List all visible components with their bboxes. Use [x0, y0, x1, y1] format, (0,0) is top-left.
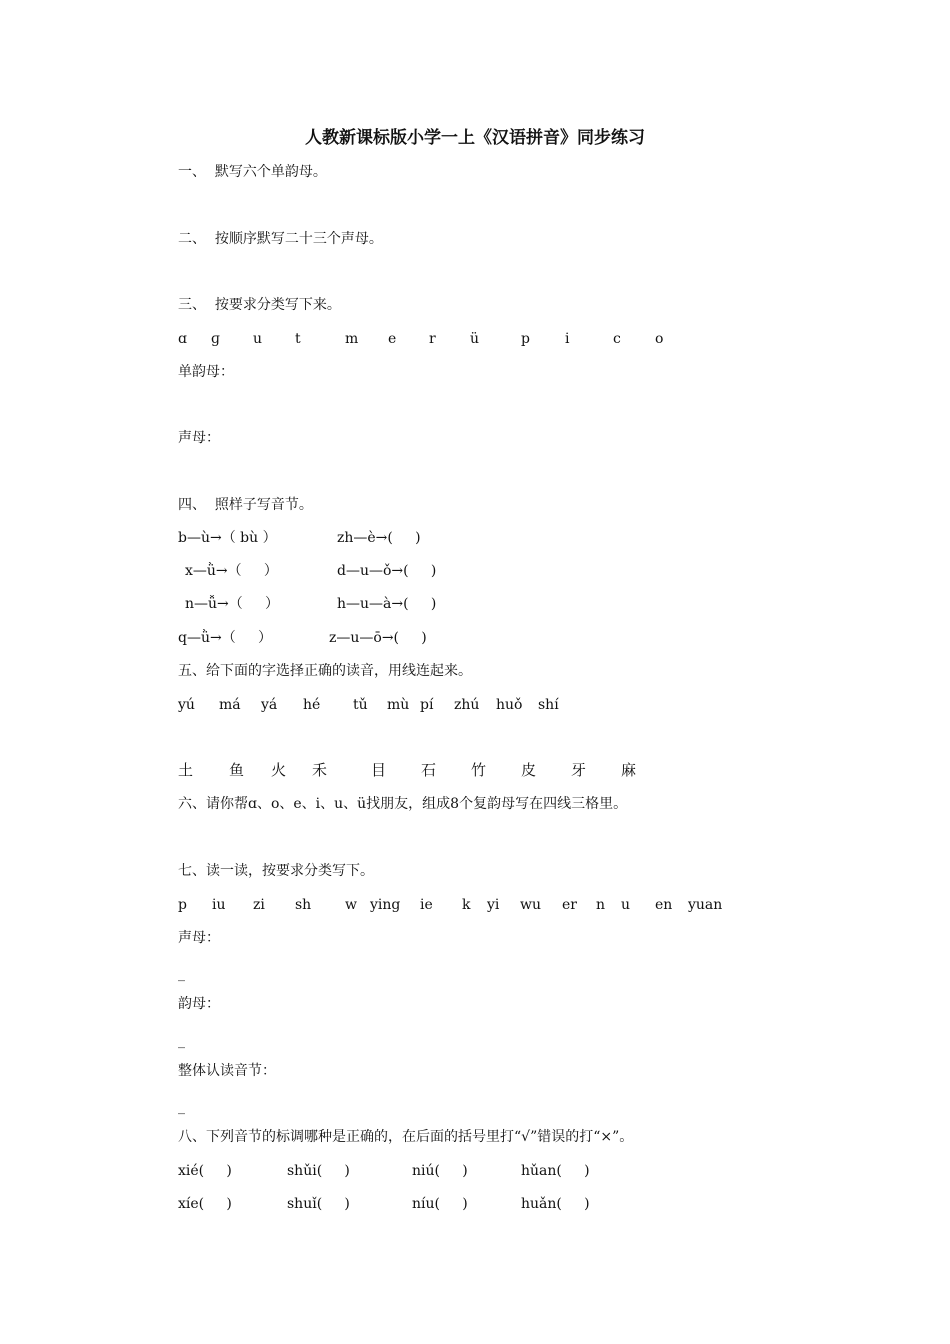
- question-8-heading: 八、下列音节的标调哪种是正确的，在后面的括号里打“√”错误的打“×”。: [178, 1129, 634, 1145]
- pinyin-option: shí: [538, 697, 559, 713]
- pinyin-option: mù: [387, 697, 410, 713]
- pinyin-option: yá: [261, 697, 278, 713]
- letter: ɡ: [211, 331, 220, 347]
- pinyin-option: pí: [420, 697, 434, 713]
- answer-blank: _: [178, 1033, 185, 1049]
- pinyin-item: u: [621, 897, 631, 913]
- letter: r: [429, 331, 436, 347]
- pinyin-item: en: [655, 897, 673, 913]
- tone-choice: xíe( ): [178, 1196, 232, 1212]
- answer-blank: _: [178, 1099, 185, 1115]
- hanzi-option: 竹: [471, 761, 487, 779]
- tone-choice: hǔan( ): [521, 1163, 590, 1179]
- hanzi-option: 麻: [621, 761, 637, 779]
- pinyin-item: zi: [253, 897, 265, 913]
- pinyin-option: zhú: [454, 697, 480, 713]
- pinyin-item: w: [345, 897, 357, 913]
- syllable-exercise: x—ǜ→（ ）: [185, 563, 278, 579]
- letter: u: [253, 331, 263, 347]
- letter: ɑ: [178, 331, 187, 347]
- letter: o: [655, 331, 664, 347]
- pinyin-item: ying: [370, 897, 401, 913]
- pinyin-item: wu: [520, 897, 541, 913]
- tone-choice: huǎn( ): [521, 1196, 590, 1212]
- syllable-exercise: q—ǜ→（ ）: [178, 630, 272, 646]
- pinyin-option: huǒ: [496, 697, 523, 713]
- tone-choice: shuǐ( ): [287, 1196, 350, 1212]
- question-3-heading: 三、 按要求分类写下来。: [178, 297, 341, 313]
- pinyin-item: n: [596, 897, 606, 913]
- question-1: 一、 默写六个单韵母。: [178, 164, 327, 180]
- tone-choice: shǔi( ): [287, 1163, 350, 1179]
- syllable-exercise: z—u—ō→( ): [329, 630, 427, 646]
- syllable-exercise: n—ǚ→（ ）: [185, 596, 280, 612]
- page-title: 人教新课标版小学一上《汉语拼音》同步练习: [305, 128, 645, 148]
- hanzi-option: 目: [371, 761, 387, 779]
- question-4-heading: 四、 照样子写音节。: [178, 497, 313, 513]
- hanzi-option: 禾: [312, 761, 328, 779]
- letter: t: [295, 331, 301, 347]
- hanzi-option: 火: [271, 761, 287, 779]
- question-7-heading: 七、读一读，按要求分类写下。: [178, 863, 374, 879]
- pinyin-option: má: [219, 697, 241, 713]
- letter: p: [521, 331, 530, 347]
- tone-choice: níu( ): [412, 1196, 468, 1212]
- pinyin-option: tǔ: [353, 697, 368, 713]
- pinyin-item: er: [562, 897, 577, 913]
- pinyin-item: p: [178, 897, 187, 913]
- question-2: 二、 按顺序默写二十三个声母。: [178, 231, 383, 247]
- pinyin-item: k: [462, 897, 471, 913]
- question-6: 六、请你帮ɑ、o、e、i、u、ü找朋友，组成8个复韵母写在四线三格里。: [178, 796, 628, 812]
- whole-syllables-label: 整体认读音节：: [178, 1063, 276, 1079]
- pinyin-item: yi: [487, 897, 500, 913]
- letter: ü: [470, 331, 480, 347]
- hanzi-option: 土: [178, 761, 194, 779]
- letter: e: [388, 331, 397, 347]
- letter: c: [613, 331, 621, 347]
- hanzi-option: 牙: [571, 761, 587, 779]
- answer-blank: _: [178, 966, 185, 982]
- pinyin-item: iu: [212, 897, 226, 913]
- syllable-exercise: b—ù→（ bù ）: [178, 530, 277, 546]
- hanzi-option: 鱼: [229, 761, 245, 779]
- tone-choice: xié( ): [178, 1163, 232, 1179]
- single-finals-label: 单韵母：: [178, 364, 234, 380]
- finals-label: 韵母：: [178, 996, 220, 1012]
- tone-choice: niú( ): [412, 1163, 468, 1179]
- initials-label: 声母：: [178, 430, 220, 446]
- syllable-exercise: h—u—à→( ): [337, 596, 437, 612]
- pinyin-item: sh: [295, 897, 312, 913]
- initials-label: 声母：: [178, 930, 220, 946]
- pinyin-item: yuan: [688, 897, 723, 913]
- hanzi-option: 皮: [521, 761, 537, 779]
- syllable-exercise: zh—è→( ): [337, 530, 421, 546]
- hanzi-option: 石: [421, 761, 437, 779]
- pinyin-option: hé: [303, 697, 321, 713]
- letter: i: [565, 331, 570, 347]
- letter: m: [345, 331, 359, 347]
- pinyin-option: yú: [178, 697, 195, 713]
- syllable-exercise: d—u—ǒ→( ): [337, 563, 437, 579]
- question-5-heading: 五、给下面的字选择正确的读音，用线连起来。: [178, 663, 472, 679]
- pinyin-item: ie: [420, 897, 433, 913]
